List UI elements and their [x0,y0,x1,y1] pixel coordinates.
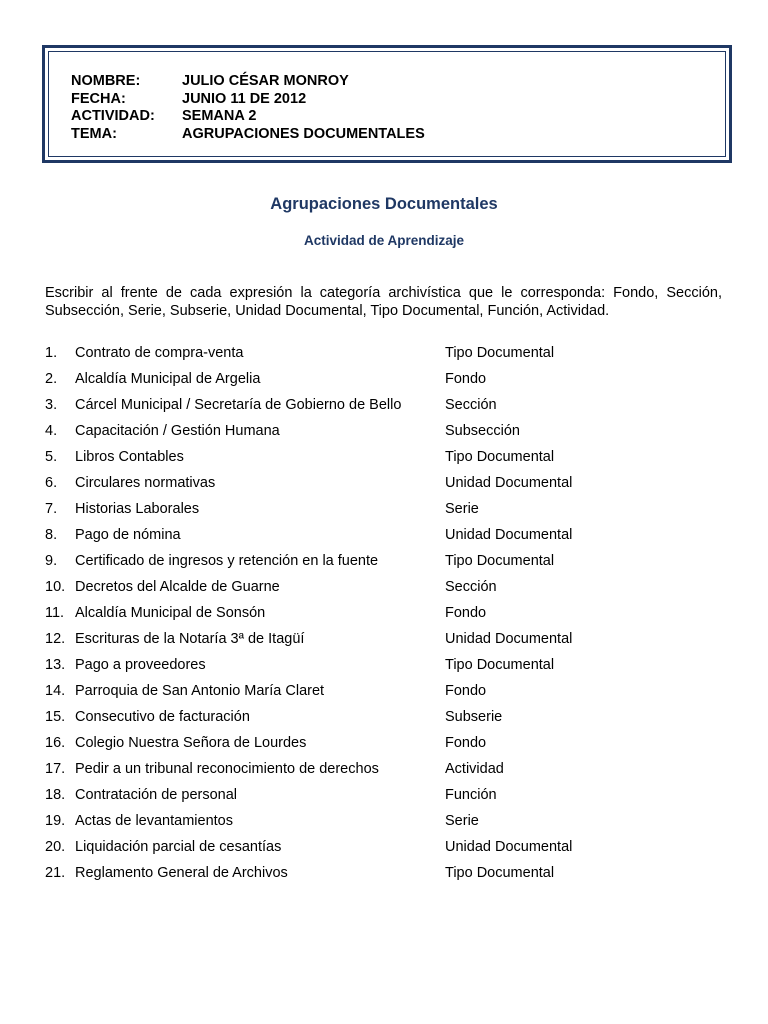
item-category: Fondo [445,683,487,699]
header-label: NOMBRE: [71,73,141,89]
list-item [45,812,725,838]
item-category: Unidad Documental [445,631,573,647]
item-category: Fondo [445,735,487,751]
list-item [45,864,725,890]
instructions-paragraph: Escribir al frente de cada expresión la categoría archivística que le corresponda: Fondo, Sección, Subsección, Serie, Subserie, Unidad Documental, Tipo Documental, Función, Actividad. [45,285,722,319]
list-item [45,604,725,630]
item-number: 21. [45,865,66,881]
item-expression: Colegio Nuestra Señora de Lourdes [75,735,307,751]
list-item [45,708,725,734]
list-item [45,630,725,656]
item-number: 14. [45,683,66,699]
item-category: Unidad Documental [445,527,573,543]
item-number: 3. [45,397,58,413]
item-expression: Contrato de compra-venta [75,345,244,361]
item-category: Tipo Documental [445,657,555,673]
item-category: Función [445,787,497,803]
item-category: Subserie [445,709,503,725]
header-row-fecha [71,91,725,109]
item-number: 18. [45,787,66,803]
item-expression: Liquidación parcial de cesantías [75,839,282,855]
item-expression: Certificado de ingresos y retención en la fuente [75,553,379,569]
header-inner-frame [48,51,726,157]
item-category: Sección [445,397,497,413]
list-item [45,526,725,552]
item-number: 4. [45,423,58,439]
item-category: Tipo Documental [445,553,555,569]
item-expression: Pedir a un tribunal reconocimiento de derechos [75,761,379,777]
item-expression: Actas de levantamientos [75,813,233,829]
item-expression: Consecutivo de facturación [75,709,250,725]
list-item [45,734,725,760]
header-value: JUNIO 11 DE 2012 [182,90,307,107]
item-number: 12. [45,631,66,647]
item-number: 17. [45,761,66,777]
header-value: JULIO CÉSAR MONROY [182,73,349,89]
list-item [45,760,725,786]
item-category: Unidad Documental [445,475,573,491]
item-number: 7. [45,501,58,517]
item-expression: Alcaldía Municipal de Sonsón [75,605,266,621]
list-item [45,682,725,708]
item-expression: Historias Laborales [75,501,200,517]
header-row-nombre [71,73,725,91]
header-box [42,45,732,163]
answer-list [45,344,725,890]
item-category: Serie [445,501,479,517]
document-subtitle: Actividad de Aprendizaje [303,233,465,248]
item-category: Fondo [445,371,487,387]
list-item [45,344,725,370]
item-category: Tipo Documental [445,345,555,361]
item-expression: Escrituras de la Notaría 3ª de Itagüí [75,631,305,647]
list-item [45,552,725,578]
list-item [45,448,725,474]
item-expression: Pago de nómina [75,527,181,543]
item-number: 15. [45,709,66,725]
item-category: Subsección [445,423,520,439]
header-label: TEMA: [71,125,117,142]
item-expression: Parroquia de San Antonio María Claret [75,683,325,699]
item-number: 10. [45,579,66,595]
list-item [45,838,725,864]
list-item [45,656,725,682]
item-expression: Libros Contables [75,449,184,465]
item-expression: Decretos del Alcalde de Guarne [75,579,280,595]
item-expression: Circulares normativas [75,475,216,491]
item-expression: Cárcel Municipal / Secretaría de Gobierno de Bello [75,397,402,413]
item-expression: Alcaldía Municipal de Argelia [75,371,261,387]
item-number: 13. [45,657,66,673]
header-label: ACTIVIDAD: [71,108,155,124]
item-number: 16. [45,735,66,751]
item-category: Fondo [445,605,487,621]
header-row-actividad [71,108,725,126]
header-value: AGRUPACIONES DOCUMENTALES [182,125,425,142]
header-value: SEMANA 2 [182,108,257,124]
item-number: 19. [45,813,66,829]
header-label: FECHA: [71,90,126,107]
header-row-tema [71,126,725,144]
list-item [45,786,725,812]
item-category: Sección [445,579,497,595]
list-item [45,500,725,526]
item-category: Serie [445,813,479,829]
item-number: 20. [45,839,66,855]
item-expression: Capacitación / Gestión Humana [75,423,280,439]
list-item [45,370,725,396]
item-category: Unidad Documental [445,839,573,855]
item-category: Actividad [445,761,504,777]
item-number: 1. [45,345,58,361]
item-number: 2. [45,371,58,387]
list-item [45,422,725,448]
item-number: 6. [45,475,58,491]
list-item [45,578,725,604]
item-number: 5. [45,449,58,465]
item-category: Tipo Documental [445,449,555,465]
item-expression: Contratación de personal [75,787,238,803]
list-item [45,396,725,422]
item-expression: Pago a proveedores [75,657,206,673]
item-category: Tipo Documental [445,865,555,881]
item-number: 9. [45,553,58,569]
item-number: 11. [45,605,65,621]
item-number: 8. [45,527,58,543]
item-expression: Reglamento General de Archivos [75,865,288,881]
document-title: Agrupaciones Documentales [270,195,498,213]
list-item [45,474,725,500]
